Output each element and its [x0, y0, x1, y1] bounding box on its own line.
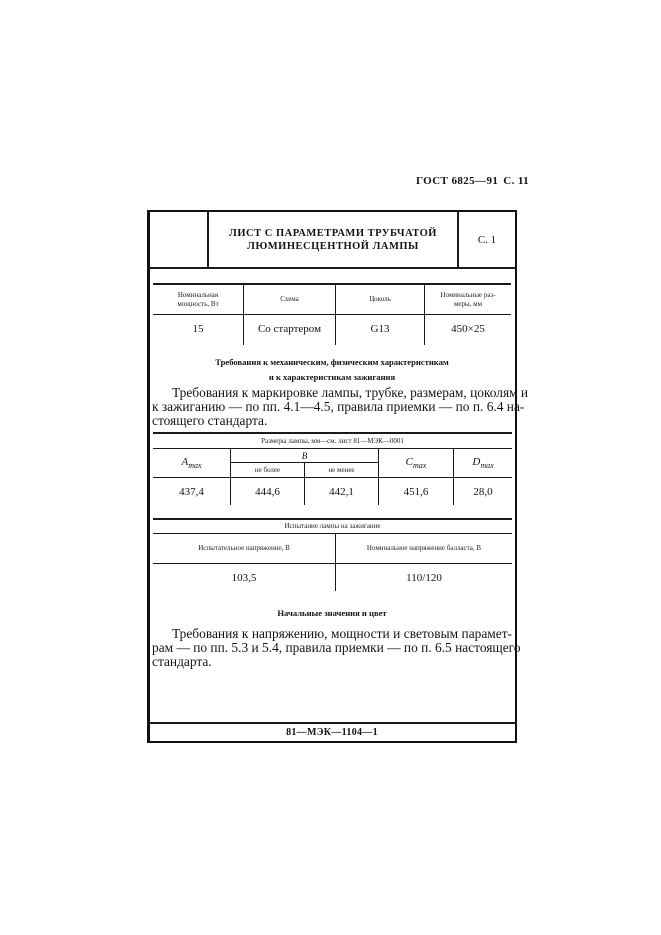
paragraph-line: к зажиганию — по пп. 4.1—4.5, правила приемки — по п. 6.4 на-: [152, 399, 525, 415]
header-text: мощность, Вт: [177, 299, 219, 308]
column-header-power: [153, 285, 243, 314]
header-text: Схема: [280, 295, 299, 304]
cell-power: 15: [192, 323, 204, 335]
header-text: меры, мм: [453, 299, 483, 308]
table-header-rule: [153, 477, 512, 478]
cell-b-max: 444,6: [255, 486, 280, 498]
cell-dimensions: 450×25: [451, 323, 485, 335]
heading-line: Требования к механическим, физическим характеристикам: [215, 357, 449, 367]
section-heading-initial-values: Начальные значения и цвет: [277, 608, 387, 618]
column-header-base: [336, 285, 424, 314]
column-header-test-voltage: Испытательное напряжение, В: [198, 544, 290, 553]
symbol: C: [405, 456, 413, 468]
subscript: max: [480, 461, 494, 470]
cell-a-max: 437,4: [179, 486, 204, 498]
sheet-title: [209, 212, 457, 267]
cell-test-voltage: 103,5: [231, 572, 257, 584]
cell-base: G13: [370, 323, 390, 335]
column-header-dimensions: [425, 285, 511, 314]
paragraph-voltage-requirements: [152, 626, 521, 670]
footer-sheet-code: 81—МЭК—1104—1: [286, 727, 378, 738]
sheet-page-label: С. 1: [477, 233, 497, 246]
column-header-d-max: [454, 449, 512, 477]
dimensions-table-title: Размеры лампы, мм—см. лист 81—МЭК—0001: [261, 436, 404, 445]
cell-c-max: 451,6: [403, 486, 429, 498]
table-header-rule: [153, 563, 512, 564]
cell-ballast-voltage: 110/120: [406, 572, 442, 584]
sheet-title-line2: ЛЮМИНЕСЦЕНТНОЙ ЛАМПЫ: [247, 240, 419, 252]
paragraph-line: рам — по пп. 5.3 и 5.4, правила приемки — по п. 6.5 настоящего: [152, 640, 521, 656]
header-bottom-rule: [147, 267, 517, 269]
header-text: Цоколь: [369, 295, 391, 304]
symbol: B: [301, 450, 308, 461]
symbol: A: [181, 456, 189, 468]
column-header-a-max: [153, 449, 230, 477]
subscript: max: [413, 461, 427, 470]
cell-d-max: 28,0: [473, 486, 493, 498]
cell-b-min: 442,1: [329, 486, 354, 498]
header-text: Номинальная: [177, 291, 219, 299]
ignition-table-title: Испытание лампы на зажигание: [284, 522, 381, 531]
symbol: D: [472, 456, 481, 468]
column-header-scheme: [244, 285, 335, 314]
section-heading-mechanical: [152, 355, 512, 385]
column-header-b-min: не менее: [328, 466, 355, 474]
paragraph-line: стандарта.: [152, 654, 212, 670]
sheet-title-line1: ЛИСТ С ПАРАМЕТРАМИ ТРУБЧАТОЙ: [229, 227, 437, 239]
standard-number: ГОСТ 6825—91: [416, 175, 499, 187]
header-text: Номинальные раз-: [440, 291, 496, 299]
column-header-b-max: не более: [254, 466, 281, 474]
page-number: С. 11: [503, 175, 530, 187]
column-header-ballast-voltage: Номинальное напряжение балласта, В: [366, 544, 482, 553]
paragraph-line: стоящего стандарта.: [152, 413, 268, 429]
cell-scheme: Со стартером: [257, 323, 322, 335]
column-header-b: [231, 449, 378, 462]
paragraph-line: Требования к напряжению, мощности и световым парамет-: [172, 626, 512, 641]
paragraph-line: Требования к маркировке лампы, трубке, размерам, цоколям и: [172, 385, 529, 400]
column-header-c-max: [379, 449, 453, 477]
heading-line: и к характеристикам зажигания: [268, 372, 396, 382]
page-header: [416, 175, 529, 187]
paragraph-marking-requirements: [152, 385, 529, 429]
subscript: max: [188, 461, 202, 470]
